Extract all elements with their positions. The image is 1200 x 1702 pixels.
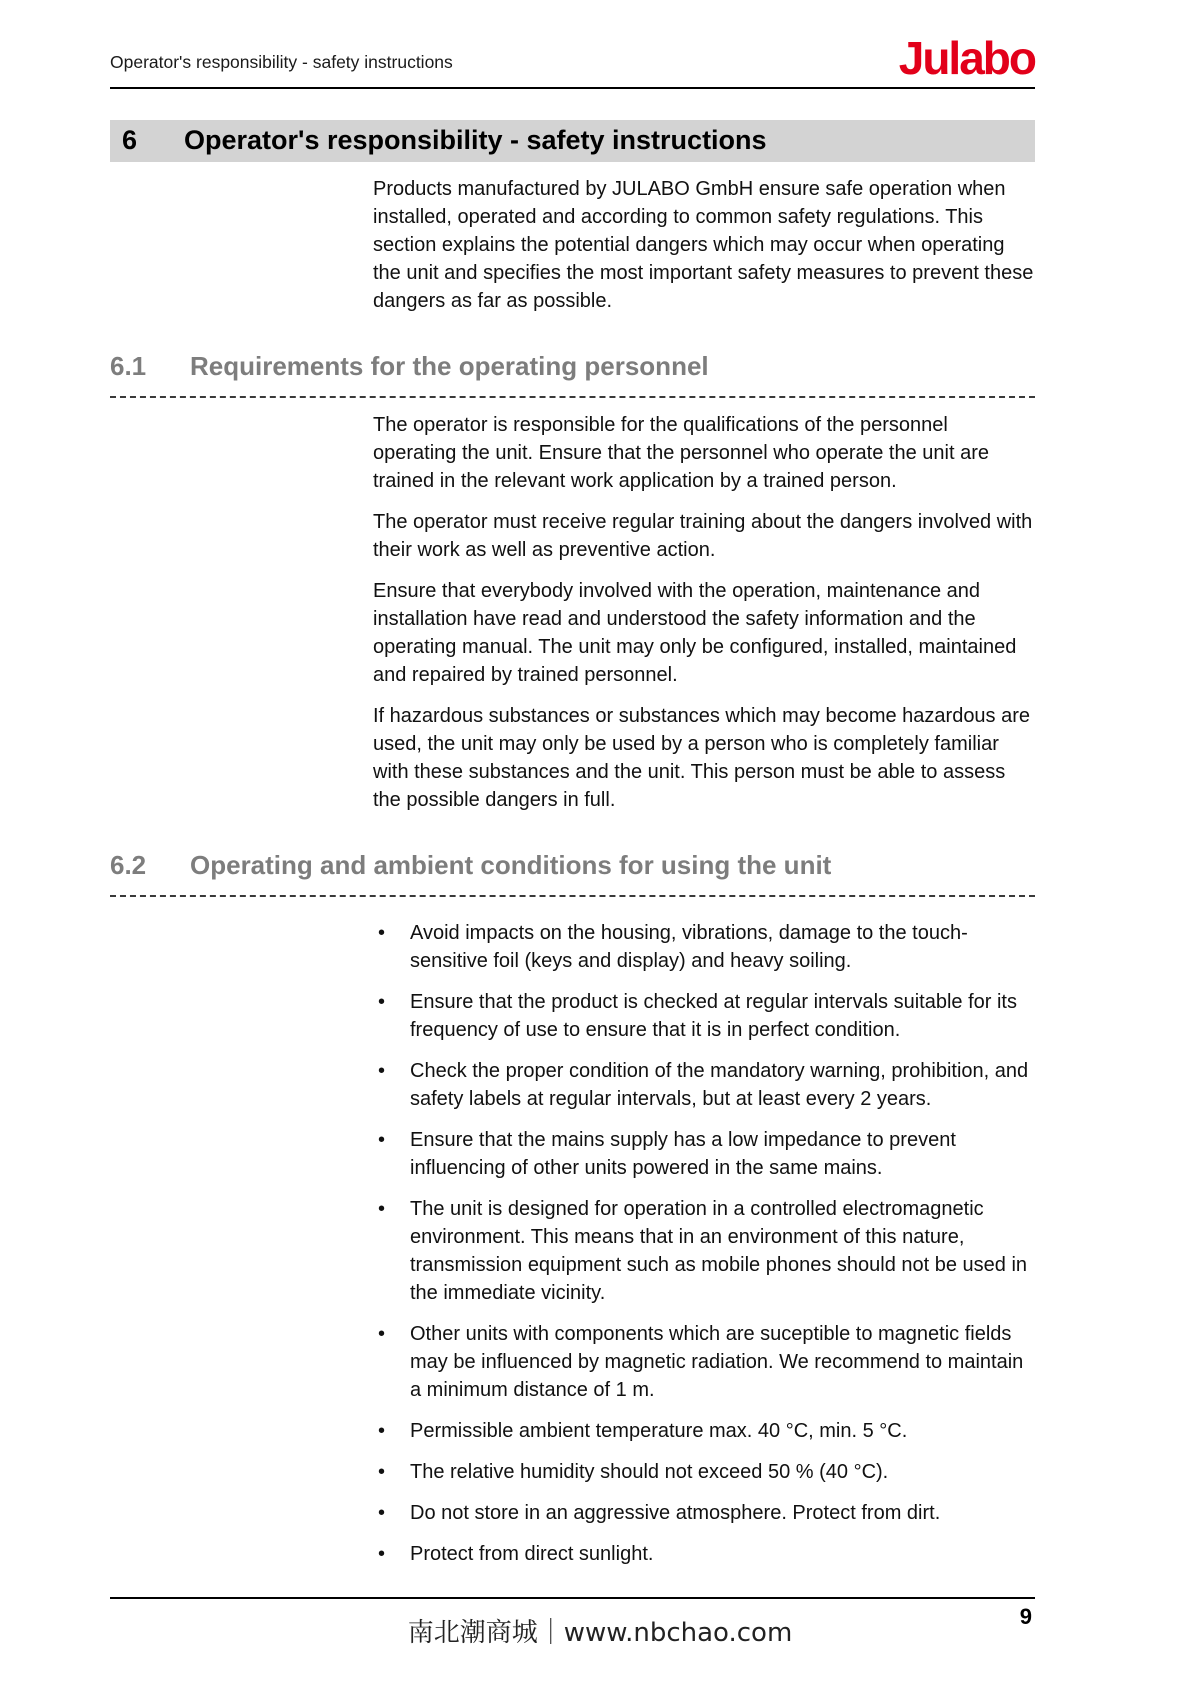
- bullet-icon: •: [378, 1420, 386, 1442]
- bullet-icon: •: [378, 1461, 386, 1483]
- bullet-icon: •: [378, 1323, 386, 1345]
- chapter-heading: [110, 120, 1035, 162]
- list-item: [373, 1320, 1035, 1404]
- list-item-text: Check the proper condition of the mandatory warning, prohibition, and safety labels at regular intervals, but at least every 2 years.: [410, 1060, 1029, 1110]
- list-item: [373, 1417, 1035, 1445]
- list-item-text: Ensure that the mains supply has a low impedance to prevent influencing of other units powered in the same mains.: [410, 1129, 956, 1179]
- list-item-text: Do not store in an aggressive atmosphere. Protect from dirt.: [410, 1502, 941, 1524]
- running-header-title: Operator's responsibility - safety instructions: [110, 52, 453, 73]
- page-number: 9: [1019, 1604, 1032, 1629]
- section-6-1-body: [373, 411, 1035, 814]
- list-item-text: The relative humidity should not exceed 50 % (40 °C).: [410, 1461, 889, 1483]
- bullet-icon: •: [378, 1129, 386, 1151]
- bullet-icon: •: [378, 1543, 386, 1565]
- footer-watermark: 南北潮商城｜www.nbchao.com: [407, 1618, 793, 1648]
- list-item-text: Permissible ambient temperature max. 40 °C, min. 5 °C.: [410, 1420, 908, 1442]
- section-6-2-bullet-list: [373, 919, 1035, 1568]
- section-title: Operating and ambient conditions for using the unit: [190, 850, 832, 880]
- paragraph: Ensure that everybody involved with the operation, maintenance and installation have read and understood the safety information and the operating manual. The unit may only be configured, installed, maintained and repaired by trained personnel.: [373, 580, 1017, 686]
- list-item: [373, 919, 1035, 975]
- list-item-text: The unit is designed for operation in a controlled electromagnetic environment. This means that in an environment of this nature, transmission equipment such as mobile phones should not be used in the immediate vicinity.: [410, 1198, 1028, 1304]
- list-item-text: Protect from direct sunlight.: [410, 1543, 654, 1565]
- list-item: [373, 1195, 1035, 1307]
- section-title: Requirements for the operating personnel: [190, 351, 709, 381]
- bullet-icon: •: [378, 1060, 386, 1082]
- page-header: [110, 32, 1035, 89]
- section-heading-6-1: [110, 351, 1035, 398]
- bullet-icon: •: [378, 922, 386, 944]
- list-item: [373, 1458, 1035, 1486]
- paragraph: The operator must receive regular training about the dangers involved with their work as well as preventive action.: [373, 511, 1033, 561]
- chapter-title: Operator's responsibility - safety instructions: [184, 125, 767, 155]
- list-item: [373, 1540, 1035, 1568]
- paragraph: The operator is responsible for the qualifications of the personnel operating the unit. Ensure that the personnel who operate the unit are trained in the relevant work application by a trained person.: [373, 414, 989, 492]
- content-column: [110, 120, 1035, 1581]
- list-item: [373, 988, 1035, 1044]
- list-item-text: Ensure that the product is checked at regular intervals suitable for its frequency of use to ensure that it is in perfect condition.: [410, 991, 1017, 1041]
- list-item-text: Other units with components which are suceptible to magnetic fields may be influenced by magnetic radiation. We recommend to maintain a minimum distance of 1 m.: [410, 1323, 1024, 1401]
- bullet-icon: •: [378, 991, 386, 1013]
- julabo-logo: Julabo: [898, 32, 1035, 84]
- section-number: 6.1: [110, 351, 147, 381]
- chapter-number: 6: [122, 125, 138, 155]
- section-number: 6.2: [110, 850, 147, 880]
- paragraph: If hazardous substances or substances which may become hazardous are used, the unit may only be used by a person who is completely familiar with these substances and the unit. This person must be able to assess the possible dangers in full.: [373, 705, 1031, 811]
- bullet-icon: •: [378, 1502, 386, 1524]
- bullet-icon: •: [378, 1198, 386, 1220]
- section-heading-6-2: [110, 850, 1035, 897]
- list-item-text: Avoid impacts on the housing, vibrations, damage to the touch-sensitive foil (keys and display) and heavy soiling.: [410, 922, 968, 972]
- intro-paragraph: Products manufactured by JULABO GmbH ensure safe operation when installed, operated and according to common safety regulations. This section explains the potential dangers which may occur when operating the unit and specifies the most important safety measures to prevent these dangers as far as possible.: [373, 178, 1034, 312]
- footer-rule: [110, 1597, 1035, 1599]
- list-item: [373, 1057, 1035, 1113]
- list-item: [373, 1126, 1035, 1182]
- list-item: [373, 1499, 1035, 1527]
